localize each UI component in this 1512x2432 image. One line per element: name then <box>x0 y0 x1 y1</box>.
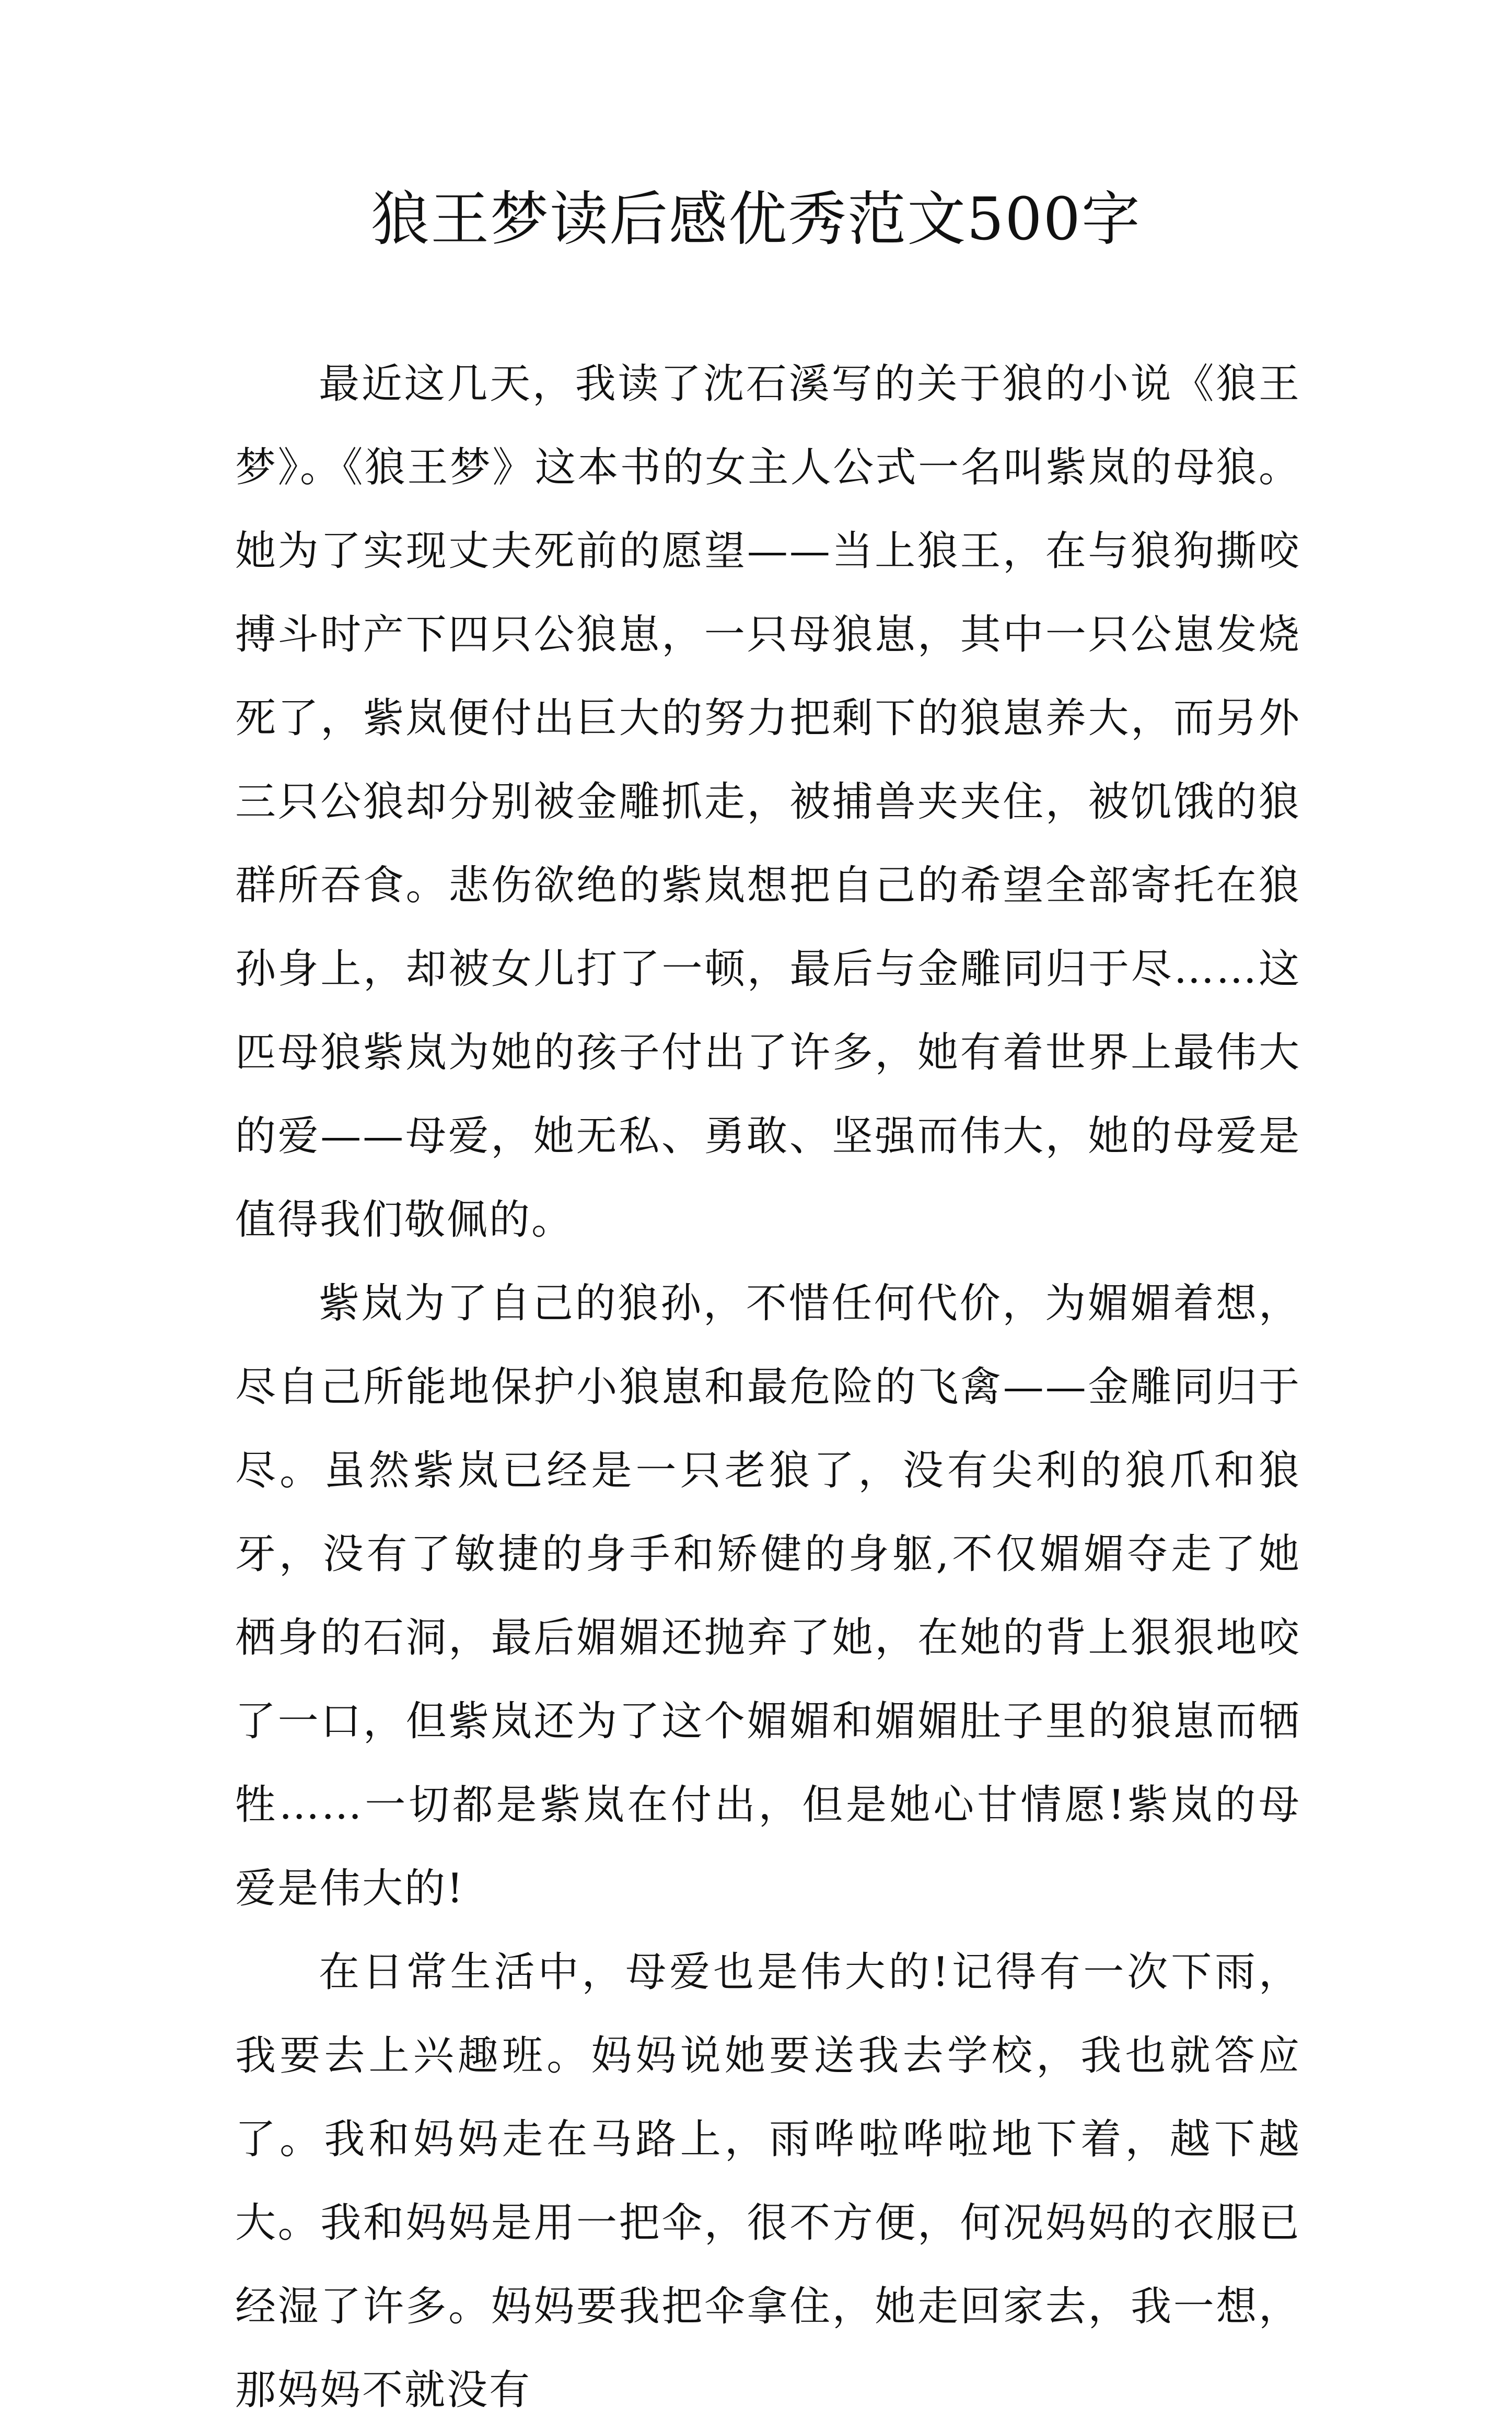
paragraph-1: 最近这几天，我读了沈石溪写的关于狼的小说《狼王梦》。《狼王梦》这本书的女主人公式一名叫紫岚的母狼。她为了实现丈夫死前的愿望——当上狼王，在与狼狗撕咬搏斗时产下四只公狼崽，一只母狼崽，其中一只公崽发烧死了，紫岚便付出巨大的努力把剩下的狼崽养大，而另外三只公狼却分别被金雕抓走，被捕兽夹夹住，被饥饿的狼群所吞食。悲伤欲绝的紫岚想把自己的希望全部寄托在狼孙身上，却被女儿打了一顿，最后与金雕同归于尽……这匹母狼紫岚为她的孩子付出了许多，她有着世界上最伟大的爱——母爱，她无私、勇敢、坚强而伟大，她的母爱是值得我们敬佩的。 <box>235 360 1301 1243</box>
document-body <box>235 342 1301 2432</box>
document-title: 狼王梦读后感优秀范文500字 <box>371 185 1141 253</box>
paragraph-3: 在日常生活中，母爱也是伟大的!记得有一次下雨，我要去上兴趣班。妈妈说她要送我去学校，我也就答应了。我和妈妈走在马路上，雨哗啦哗啦地下着，越下越大。我和妈妈是用一把伞，很不方便，何况妈妈的衣服已经湿了许多。妈妈要我把伞拿住，她走回家去，我一想，那妈妈不就没有 <box>235 1949 1301 2414</box>
paragraph-2: 紫岚为了自己的狼孙，不惜任何代价，为媚媚着想，尽自己所能地保护小狼崽和最危险的飞禽——金雕同归于尽。虽然紫岚已经是一只老狼了，没有尖利的狼爪和狼牙，没有了敏捷的身手和矫健的身躯,不仅媚媚夺走了她栖身的石洞，最后媚媚还抛弃了她，在她的背上狠狠地咬了一口，但紫岚还为了这个媚媚和媚媚肚子里的狼崽而牺牲……一切都是紫岚在付出，但是她心甘情愿!紫岚的母爱是伟大的! <box>235 1280 1301 1912</box>
